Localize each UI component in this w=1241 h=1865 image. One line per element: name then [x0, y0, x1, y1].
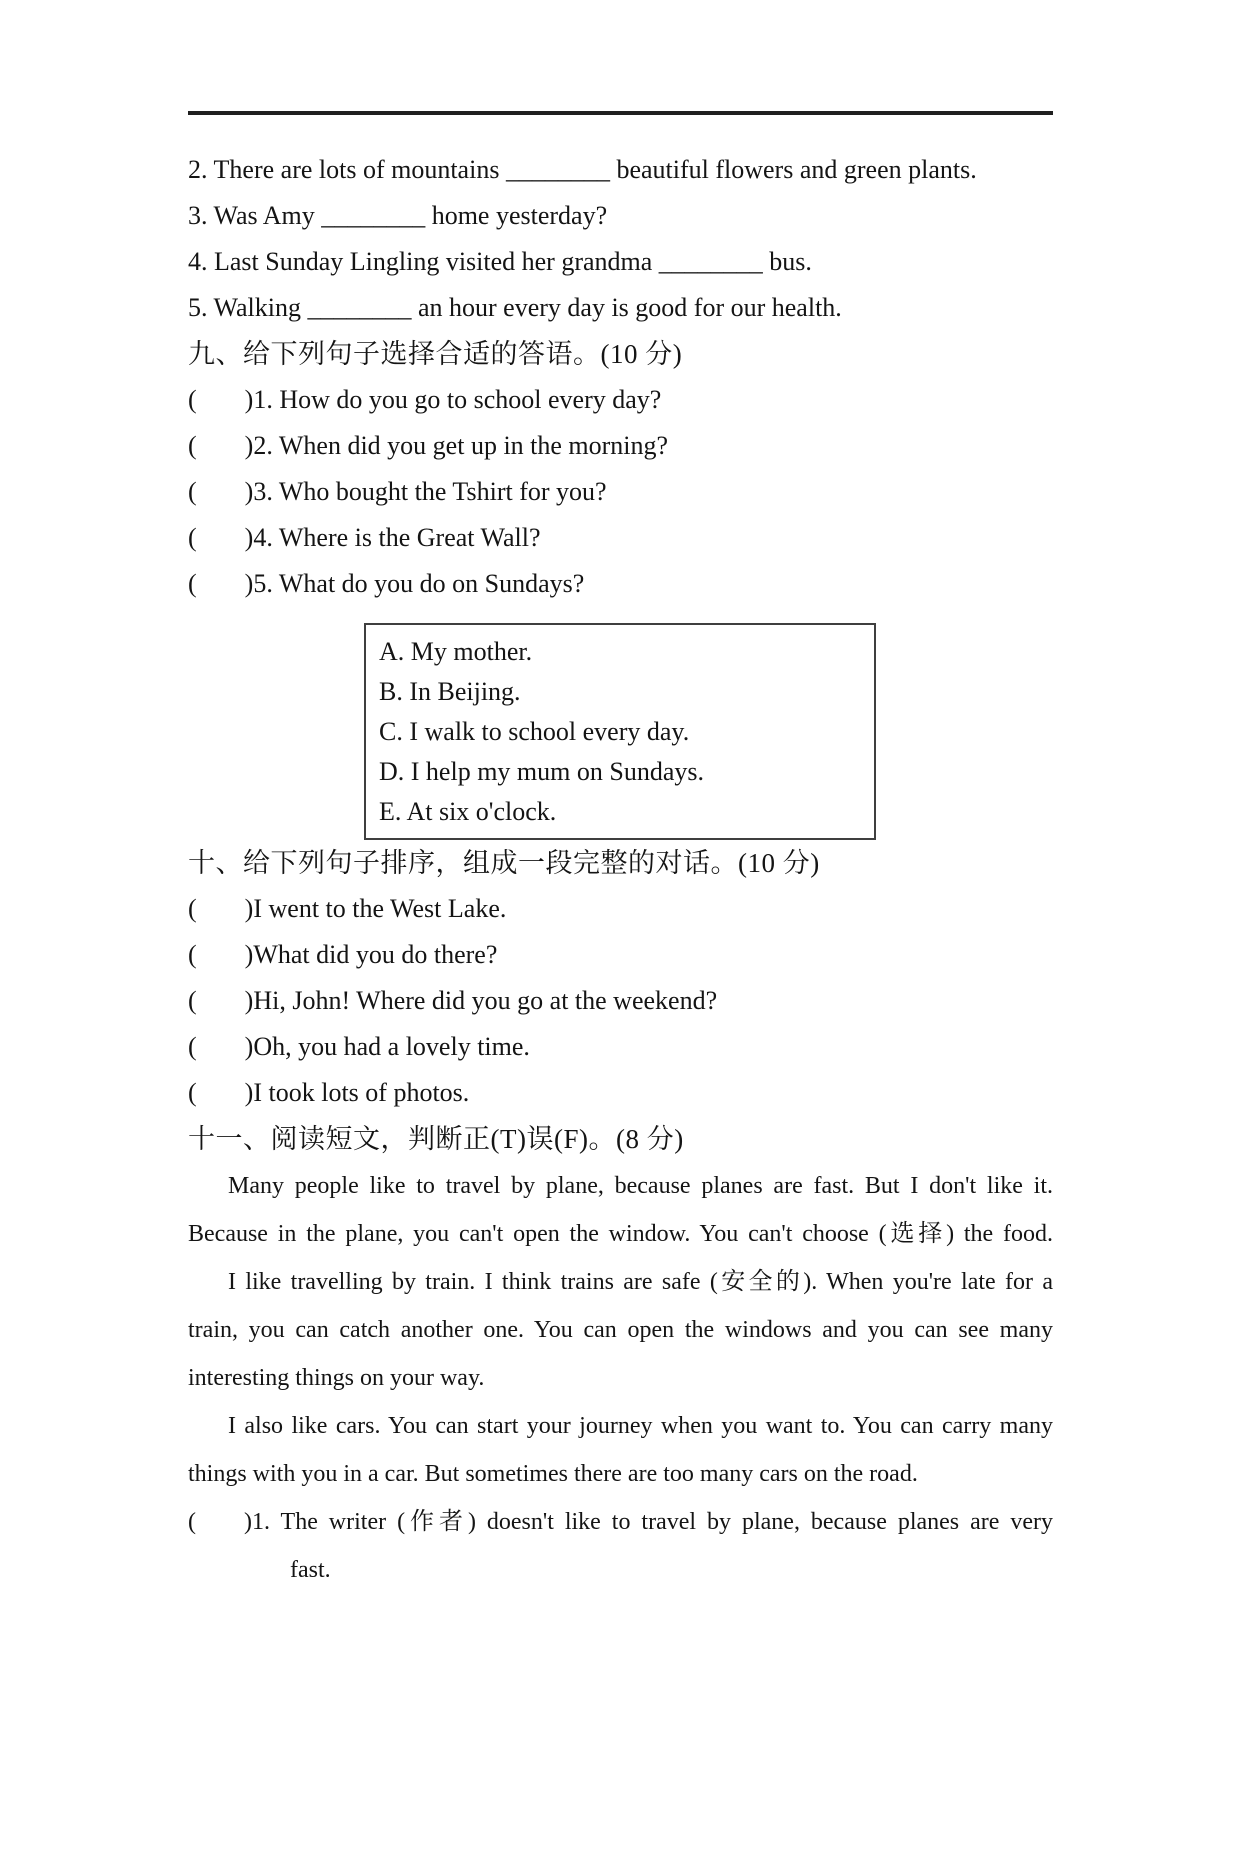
- question-row: [188, 469, 1053, 515]
- fill-blank-text: 2. There are lots of mountains ________ beautiful flowers and green plants.: [188, 155, 977, 184]
- tf-question-row: [188, 1498, 1053, 1546]
- question-row: [188, 377, 1053, 423]
- paren-close: ): [244, 385, 254, 414]
- section-nine-questions: [188, 377, 1053, 607]
- dialog-text: I took lots of photos.: [253, 1078, 470, 1107]
- passage-line: things with you in a car. But sometimes there are too many cars on the road.: [188, 1461, 918, 1487]
- answer-option: D. I help my mum on Sundays.: [379, 757, 704, 786]
- answer-options-box: [364, 623, 876, 840]
- section-ten-heading: 十、给下列句子排序，组成一段完整的对话。(10 分): [188, 848, 820, 878]
- paren-close: ): [244, 477, 254, 506]
- fill-blank-item: [188, 193, 1053, 239]
- paren-open: (: [188, 1032, 197, 1061]
- paren-close: ): [244, 894, 254, 923]
- paren-close: ): [244, 940, 254, 969]
- paren-open: (: [188, 523, 197, 552]
- section-eleven-heading: 十一、阅读短文，判断正(T)误(F)。(8 分): [188, 1124, 684, 1154]
- fill-blank-text: 5. Walking ________ an hour every day is good for our health.: [188, 293, 842, 322]
- question-row: [188, 423, 1053, 469]
- reading-passage: [188, 1162, 1053, 1498]
- passage-line: I like travelling by train. I think trains are safe (安全的). When you're late for a: [228, 1269, 1053, 1295]
- passage-line: Many people like to travel by plane, because planes are fast. But I don't like it.: [228, 1173, 1053, 1199]
- paren-open: (: [188, 894, 197, 923]
- dialog-row: [188, 1024, 1053, 1070]
- test-paper-page: [0, 111, 1241, 1865]
- paren-close: ): [244, 1509, 252, 1535]
- paren-open: (: [188, 1509, 196, 1535]
- fill-blank-item: [188, 239, 1053, 285]
- dialog-text: Hi, John! Where did you go at the weekend?: [253, 986, 718, 1015]
- passage-line: I also like cars. You can start your journey when you want to. You can carry many: [228, 1413, 1053, 1439]
- paren-close: ): [244, 1078, 254, 1107]
- dialog-row: [188, 1070, 1053, 1116]
- dialog-text: Oh, you had a lovely time.: [253, 1032, 530, 1061]
- section-nine-heading: 九、给下列句子选择合适的答语。(10 分): [188, 339, 683, 369]
- paren-open: (: [188, 477, 197, 506]
- page-content: [0, 111, 1241, 1594]
- dialog-text: What did you do there?: [253, 940, 498, 969]
- tf-question-tail: fast.: [290, 1557, 331, 1583]
- section-ten-sentences: [188, 886, 1053, 1116]
- question-text: 3. Who bought the Tshirt for you?: [253, 477, 607, 506]
- answer-option: C. I walk to school every day.: [379, 717, 690, 746]
- fill-blank-text: 4. Last Sunday Lingling visited her grandma ________ bus.: [188, 247, 812, 276]
- paren-open: (: [188, 1078, 197, 1107]
- passage-line: Because in the plane, you can't open the window. You can't choose (选择) the food.: [188, 1221, 1053, 1247]
- paren-close: ): [244, 986, 254, 1015]
- tf-question-text: 1. The writer (作者) doesn't like to travel by plane, because planes are very: [252, 1509, 1053, 1535]
- question-text: 5. What do you do on Sundays?: [253, 569, 585, 598]
- dialog-row: [188, 932, 1053, 978]
- passage-line: train, you can catch another one. You can open the windows and you can see many: [188, 1317, 1053, 1343]
- question-text: 2. When did you get up in the morning?: [253, 431, 669, 460]
- answer-option: E. At six o'clock.: [379, 797, 557, 826]
- paren-close: ): [244, 431, 254, 460]
- answer-option: A. My mother.: [379, 637, 533, 666]
- passage-line: interesting things on your way.: [188, 1365, 485, 1391]
- paren-open: (: [188, 385, 197, 414]
- header-rule: [188, 111, 1053, 115]
- question-row: [188, 515, 1053, 561]
- dialog-text: I went to the West Lake.: [253, 894, 507, 923]
- fill-blank-item: [188, 147, 1053, 193]
- paren-open: (: [188, 431, 197, 460]
- paren-close: ): [244, 1032, 254, 1061]
- question-row: [188, 561, 1053, 607]
- paren-close: ): [244, 569, 254, 598]
- paren-open: (: [188, 986, 197, 1015]
- fill-blanks-section: [188, 147, 1053, 331]
- question-text: 4. Where is the Great Wall?: [253, 523, 541, 552]
- fill-blank-item: [188, 285, 1053, 331]
- dialog-row: [188, 978, 1053, 1024]
- paren-open: (: [188, 569, 197, 598]
- question-text: 1. How do you go to school every day?: [253, 385, 662, 414]
- paren-open: (: [188, 940, 197, 969]
- fill-blank-text: 3. Was Amy ________ home yesterday?: [188, 201, 608, 230]
- dialog-row: [188, 886, 1053, 932]
- answer-option: B. In Beijing.: [379, 677, 521, 706]
- paren-close: ): [244, 523, 254, 552]
